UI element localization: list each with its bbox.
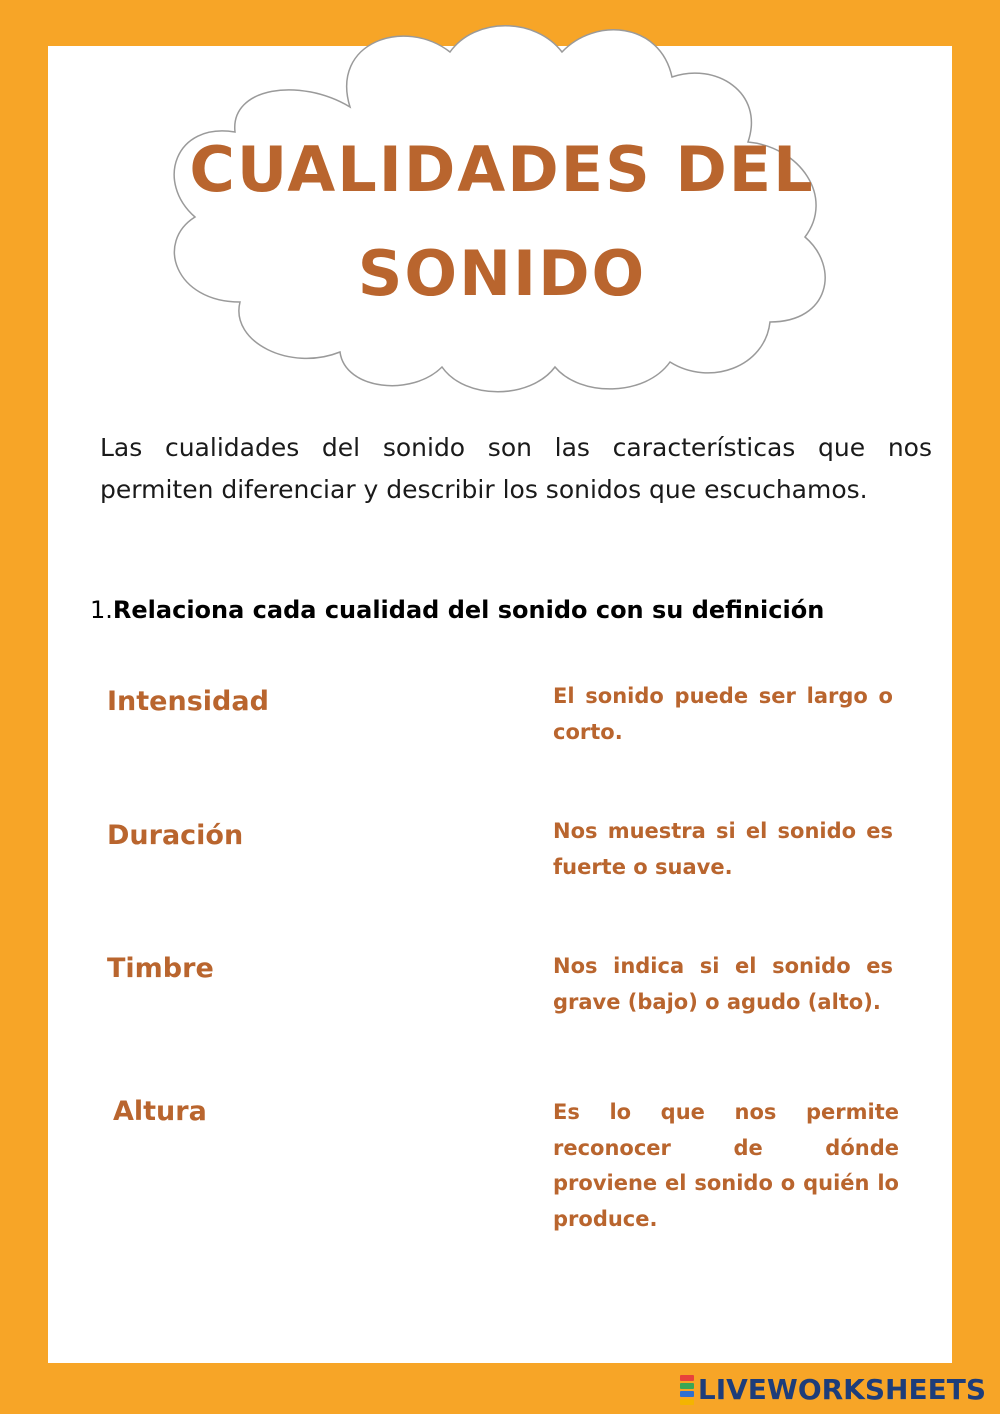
liveworksheets-brand	[680, 1372, 986, 1408]
intro-paragraph: Las cualidades del sonido son las características que nos permiten diferenciar y describir los sonidos que escuchamos.	[100, 433, 932, 504]
term-intensidad[interactable]: Intensidad	[107, 686, 269, 717]
instruction	[90, 590, 940, 630]
liveworksheets-logo-icon	[680, 1375, 694, 1405]
title-line-2: SONIDO	[357, 237, 647, 310]
term-altura[interactable]: Altura	[113, 1096, 207, 1127]
title-line-1: CUALIDADES DEL	[189, 133, 815, 206]
definition-2[interactable]: Nos muestra si el sonido es fuerte o suave.	[553, 819, 893, 879]
term-duracion[interactable]: Duración	[107, 820, 244, 851]
definition-4[interactable]: Es lo que nos permite reconocer de dónde proviene el sonido o quién lo produce.	[553, 1100, 899, 1231]
instruction-number: 1.	[90, 596, 113, 624]
definition-3[interactable]: Nos indica si el sonido es grave (bajo) o agudo (alto).	[553, 954, 893, 1014]
page-title	[150, 118, 854, 326]
instruction-text: Relaciona cada cualidad del sonido con su definición	[112, 596, 825, 624]
term-timbre[interactable]: Timbre	[107, 953, 214, 984]
brand-name: LIVEWORKSHEETS	[697, 1373, 986, 1406]
definition-1[interactable]: El sonido puede ser largo o corto.	[553, 684, 893, 744]
